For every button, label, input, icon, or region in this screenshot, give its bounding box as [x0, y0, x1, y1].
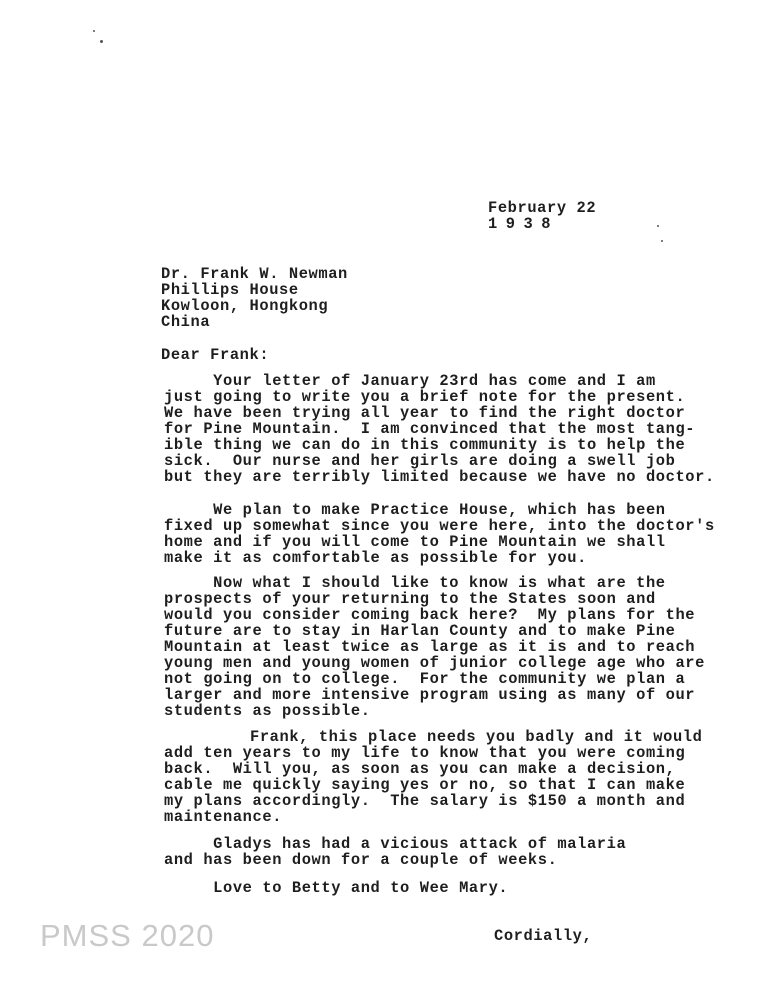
body-line: prospects of your returning to the States soon and: [164, 590, 656, 608]
body-line: maintenance.: [164, 808, 283, 826]
recipient-name: Dr. Frank W. Newman: [161, 265, 348, 283]
body-line: We have been trying all year to find the right doctor: [164, 404, 686, 422]
body-line: students as possible.: [164, 702, 371, 720]
body-line: not going on to college. For the community we plan a: [164, 670, 686, 688]
body-line: add ten years to my life to know that you were coming: [164, 744, 686, 762]
letter-date: February 22: [488, 199, 597, 217]
body-line: Love to Betty and to Wee Mary.: [164, 879, 509, 897]
body-line: young men and young women of junior college age who are: [164, 654, 705, 672]
body-line: ible thing we can do in this community is to help the: [164, 436, 686, 454]
salutation: Dear Frank:: [161, 346, 270, 364]
body-line: cable me quickly saying yes or no, so that I can make: [164, 776, 686, 794]
recipient-address-line: Phillips House: [161, 281, 299, 299]
body-line: and has been down for a couple of weeks.: [164, 851, 558, 869]
body-line: future are to stay in Harlan County and to make Pine: [164, 622, 676, 640]
body-line: but they are terribly limited because we have no doctor.: [164, 468, 715, 486]
body-line: Your letter of January 23rd has come and I am: [164, 372, 656, 390]
body-line: just going to write you a brief note for the present.: [164, 388, 686, 406]
recipient-address-line: Kowloon, Hongkong: [161, 297, 329, 315]
scan-speck: [93, 30, 95, 32]
body-line: Gladys has had a vicious attack of malaria: [164, 835, 627, 853]
scan-speck: [100, 40, 103, 43]
body-line: home and if you will come to Pine Mountain we shall: [164, 533, 666, 551]
letter-year: 1938: [488, 215, 559, 233]
body-line: would you consider coming back here? My plans for the: [164, 606, 696, 624]
closing: Cordially,: [494, 927, 593, 945]
body-line: Mountain at least twice as large as it is and to reach: [164, 638, 696, 656]
body-line: Frank, this place needs you badly and it would: [250, 728, 703, 746]
body-line: sick. Our nurse and her girls are doing a swell job: [164, 452, 676, 470]
archive-watermark: PMSS 2020: [40, 918, 215, 953]
scan-speck: [661, 240, 663, 242]
body-line: Now what I should like to know is what are the: [164, 574, 666, 592]
body-line: larger and more intensive program using as many of our: [164, 686, 696, 704]
body-line: make it as comfortable as possible for you.: [164, 549, 587, 567]
recipient-country: China: [161, 313, 211, 331]
scan-speck: [657, 225, 659, 227]
body-line: my plans accordingly. The salary is $150 a month and: [164, 792, 686, 810]
body-line: We plan to make Practice House, which has been: [164, 501, 666, 519]
body-line: back. Will you, as soon as you can make a decision,: [164, 760, 676, 778]
body-line: for Pine Mountain. I am convinced that the most tang-: [164, 420, 696, 438]
body-line: fixed up somewhat since you were here, into the doctor's: [164, 517, 715, 535]
